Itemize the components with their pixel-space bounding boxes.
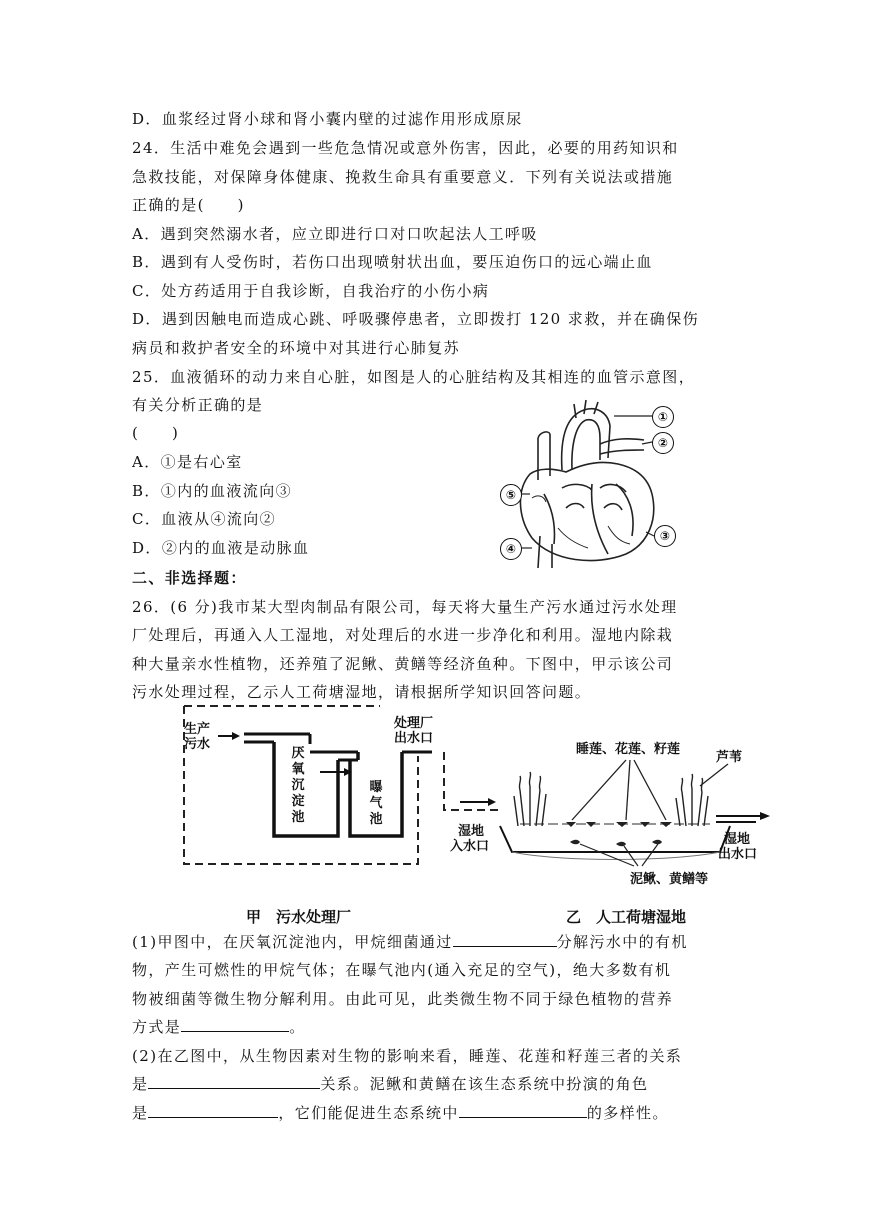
heart-label-2: ② <box>652 432 674 454</box>
answer-blank-4[interactable] <box>148 1103 278 1118</box>
wetland-outlet-label-1: 湿地 <box>724 832 751 847</box>
q26-part2-line2 <box>132 1073 648 1094</box>
q26-part2-text-e: ，它们能促进生态系统中 <box>278 1104 459 1122</box>
q26-part1-text-e: 方式是 <box>132 1018 182 1036</box>
plant-outlet-label-1: 处理厂 <box>394 716 434 731</box>
wetland-inlet-label-1: 湿地 <box>458 824 485 839</box>
answer-blank-1[interactable] <box>453 932 557 947</box>
q25-option-d: D．②内的血液是动脉血 <box>132 539 310 557</box>
q26-part1-line1 <box>132 931 688 952</box>
q24-option-b: B．遇到有人受伤时，若伤口出现喷射状出血，要压迫伤口的远心端止血 <box>132 253 653 271</box>
q26-part2-line1: (2)在乙图中，从生物因素对生物的影响来看，睡莲、花莲和籽莲三者的关系 <box>132 1047 683 1065</box>
q25-stem-line3: ( ) <box>132 424 180 442</box>
plant-outlet-label-2: 出水口 <box>394 731 434 746</box>
q26-stem-line2: 厂处理后，再通入人工湿地，对处理后的水进一步净化和利用。湿地内除栽 <box>132 626 674 644</box>
q26-stem-line1: 26．(6 分)我市某大型肉制品有限公司，每天将大量生产污水通过污水处理 <box>132 598 678 616</box>
figure-wetland <box>420 730 780 900</box>
heart-label-1: ① <box>652 406 674 428</box>
q26-stem-line4: 污水处理过程，乙示人工荷塘湿地，请根据所学知识回答问题。 <box>132 683 592 701</box>
figure-a-caption: 甲 污水处理厂 <box>246 908 352 926</box>
answer-blank-5[interactable] <box>459 1103 587 1118</box>
q24-option-a: A．遇到突然溺水者，应立即进行口对口吹起法人工呼吸 <box>132 225 538 243</box>
sewage-inlet-label-2: 污水 <box>184 737 211 752</box>
q25-option-a: A．①是右心室 <box>132 453 243 471</box>
q26-part2-line3 <box>132 1102 669 1123</box>
q24-stem-line2: 急救技能，对保障身体健康、挽救生命具有重要意义．下列有关说法或措施 <box>132 168 674 186</box>
heart-label-3: ③ <box>654 525 676 547</box>
q26-part1-line3: 物被细菌等微生物分解利用。由此可见，此类微生物不同于绿色植物的营养 <box>132 990 674 1008</box>
figure-sewage-plant <box>170 700 460 900</box>
q26-part1-text-a: (1)甲图中，在厌氧沉淀池内，甲烷细菌通过 <box>132 933 453 951</box>
q26-part1-text-b: 分解污水中的有机 <box>556 933 688 951</box>
anaerobic-tank-label: 厌氧沉淀池 <box>291 746 305 825</box>
q24-stem-line1: 24．生活中难免会遇到一些危急情况或意外伤害，因此，必要的用药知识和 <box>132 139 679 157</box>
fish-label: 泥鳅、黄鳝等 <box>630 872 709 887</box>
q25-option-b: B．①内的血液流向③ <box>132 482 293 500</box>
q23-option-d: D．血浆经过肾小球和肾小囊内壁的过滤作用形成原尿 <box>132 110 523 128</box>
section-title-non-choice: 二、非选择题： <box>132 569 247 587</box>
wetland-inlet-label-2: 入水口 <box>450 839 490 854</box>
answer-blank-2[interactable] <box>181 1017 289 1032</box>
figure-b-caption: 乙 人工荷塘湿地 <box>566 908 687 926</box>
q26-part1-text-f: 。 <box>289 1018 306 1036</box>
sewage-inlet-label-1: 生产 <box>184 722 211 737</box>
q25-stem-line2: 有关分析正确的是 <box>132 396 264 414</box>
q24-option-c: C．处方药适用于自我诊断，自我治疗的小伤小病 <box>132 282 490 300</box>
q26-part1-line2: 物，产生可燃性的甲烷气体；在曝气池内(通入充足的空气)，绝大多数有机 <box>132 961 672 979</box>
q24-stem-line3: 正确的是( ) <box>132 196 245 214</box>
heart-diagram <box>496 398 686 570</box>
q26-part2-text-d: 是 <box>132 1104 149 1122</box>
answer-blank-3[interactable] <box>148 1074 320 1089</box>
q26-part1-line4 <box>132 1016 306 1037</box>
wetland-outlet-label-2: 出水口 <box>718 847 758 862</box>
q26-part2-text-f: 的多样性。 <box>586 1104 669 1122</box>
heart-label-4: ④ <box>500 538 522 560</box>
heart-label-5: ⑤ <box>500 484 522 506</box>
q24-option-d-line2: 病员和救护者安全的环境中对其进行心肺复苏 <box>132 339 461 357</box>
aeration-tank-label: 曝气池 <box>369 780 383 827</box>
q25-stem-line1: 25．血液循环的动力来自心脏，如图是人的心脏结构及其相连的血管示意图， <box>132 368 696 386</box>
q25-option-c: C．血液从④流向② <box>132 510 277 528</box>
wetland-plants-label: 睡莲、花莲、籽莲 <box>576 742 681 757</box>
q26-part2-text-c: 关系。泥鳅和黄鳝在该生态系统中扮演的角色 <box>320 1075 649 1093</box>
q26-part2-text-b: 是 <box>132 1075 149 1093</box>
q24-option-d-line1: D．遇到因触电而造成心跳、呼吸骤停患者，立即拨打 120 求救，并在确保伤 <box>132 310 699 328</box>
q26-stem-line3: 种大量亲水性植物，还养殖了泥鳅、黄鳝等经济鱼种。下图中，甲示该公司 <box>132 655 674 673</box>
reed-label: 芦苇 <box>716 750 743 765</box>
